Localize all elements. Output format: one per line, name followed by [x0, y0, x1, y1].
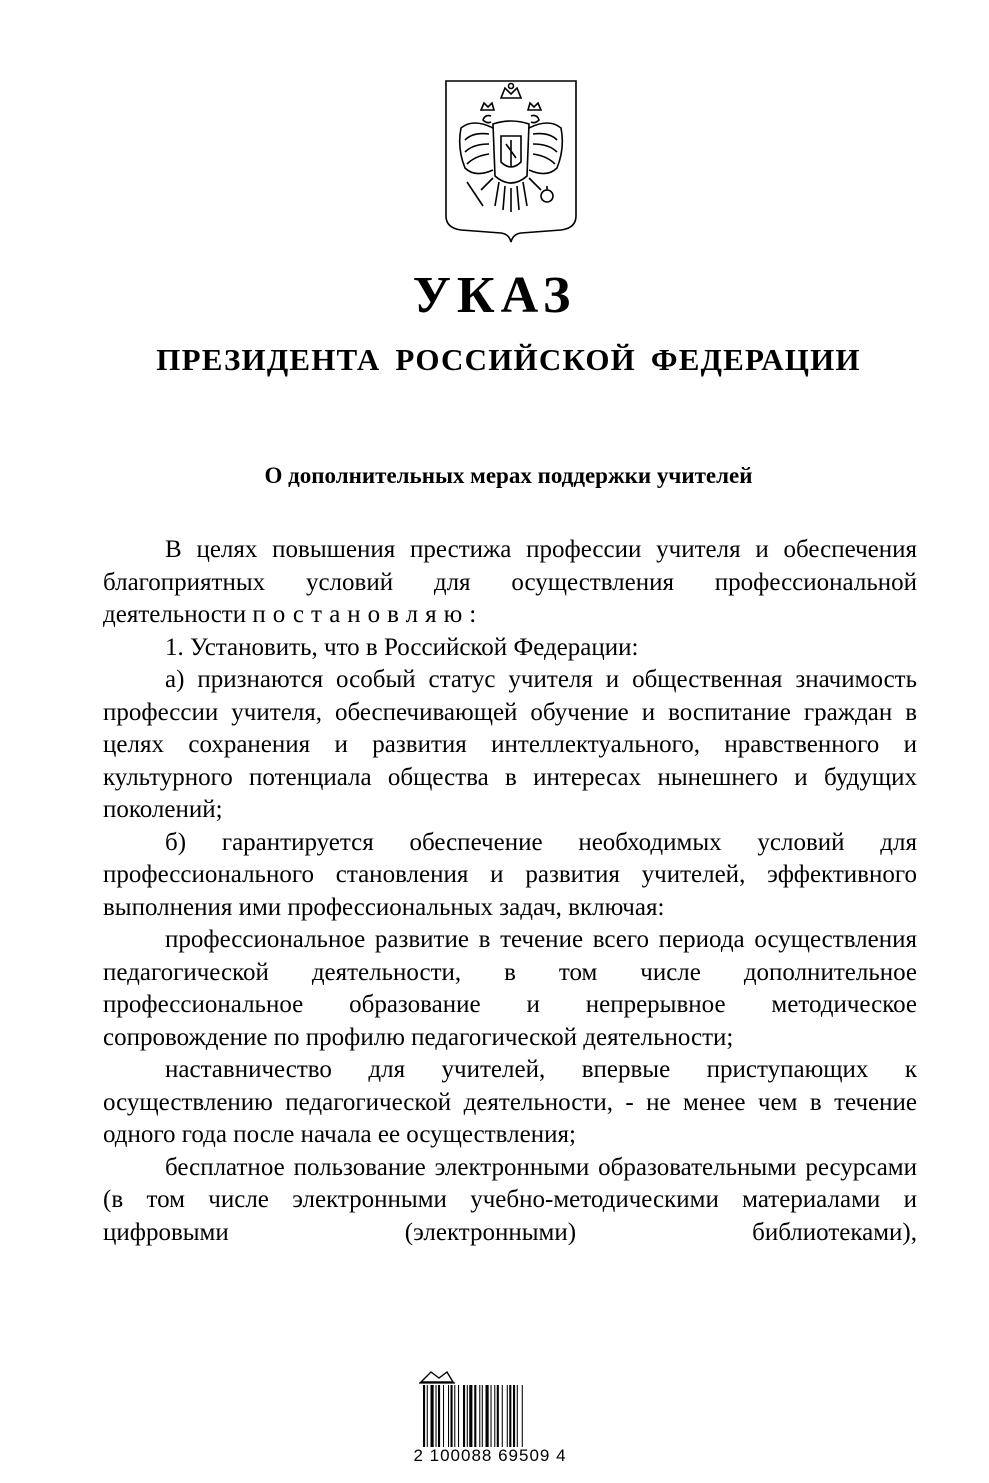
paragraph-a: а) признаются особый статус учителя и общественная значимость профессии учителя, обеспечивающей обучение и воспитание граждан в целях сохранения и развития интеллектуального, нравственного и культурного потенциала общества в интересах нынешнего и будущих поколений; [103, 666, 917, 823]
barcode-bar [513, 1385, 515, 1447]
barcode-bar [438, 1385, 440, 1447]
barcode-bar [502, 1385, 503, 1447]
barcode-bar [474, 1385, 476, 1447]
paragraph-free-resources: бесплатное пользование электронными образовательными ресурсами (в том числе электронными учебно-методическими материалами и цифровыми (электронными) библиотеками), [103, 1153, 917, 1246]
coat-of-arms-icon [443, 78, 579, 244]
barcode-bar [522, 1385, 523, 1447]
document-subtitle: ПРЕЗИДЕНТА РОССИЙСКОЙ ФЕДЕРАЦИИ [156, 342, 861, 377]
paragraph-mentoring: наставничество для учителей, впервые приступающих к осуществлению педагогической деятельности, - не менее чем в течение одного года после начала ее осуществления; [103, 1056, 917, 1148]
barcode-bar [486, 1385, 489, 1447]
barcode-bar [517, 1385, 518, 1447]
barcode-bar [507, 1385, 508, 1447]
barcode-bar [463, 1385, 465, 1447]
barcode-bar [491, 1385, 492, 1447]
barcode-bar [451, 1385, 453, 1447]
barcode-bar [479, 1385, 480, 1447]
document-heading: О дополнительных мерах поддержки учителей [264, 463, 753, 488]
paragraph-1: 1. Установить, что в Российской Федерации: [165, 633, 639, 661]
intro-text: В целях повышения престижа профессии учителя и обеспечения благоприятных условий для осуществления профессиональной деятельности [103, 536, 917, 628]
paragraph-professional-development: профессиональное развитие в течение всего периода осуществления педагогической деятельности, в том числе дополнительное профессиональное образование и непрерывное методическое сопровождение по профилю педагогической деятельности; [103, 926, 917, 1051]
barcode-bar [448, 1385, 449, 1447]
barcode-bar [467, 1385, 468, 1447]
barcode-bar [482, 1385, 483, 1447]
barcode-bar [436, 1385, 437, 1447]
intro-paragraph [103, 534, 917, 632]
paragraph-b: б) гарантируется обеспечение необходимых условий для профессионального становления и развития учителей, эффективного выполнения ими профессиональных задач, включая: [103, 828, 917, 921]
barcode-bar [458, 1385, 459, 1447]
decree-word: постановляю: [252, 601, 484, 628]
barcode-bar [423, 1385, 425, 1447]
document-title: УКАЗ [412, 267, 577, 324]
barcode-number: 2 100088 69509 4 [413, 1446, 567, 1465]
barcode-bar [443, 1385, 444, 1447]
barcode-bar [509, 1385, 511, 1447]
barcode-bar [469, 1385, 472, 1447]
barcode-icon [421, 1385, 559, 1447]
document-body [103, 534, 917, 1249]
coat-of-arms-emblem [443, 78, 579, 244]
print-house-logo-icon [417, 1368, 457, 1384]
barcode-bar [427, 1385, 428, 1447]
barcode-bar [454, 1385, 455, 1447]
barcode-bar [431, 1385, 434, 1447]
barcode-bar [497, 1385, 499, 1447]
barcode-bar [494, 1385, 495, 1447]
barcode [405, 1366, 575, 1468]
